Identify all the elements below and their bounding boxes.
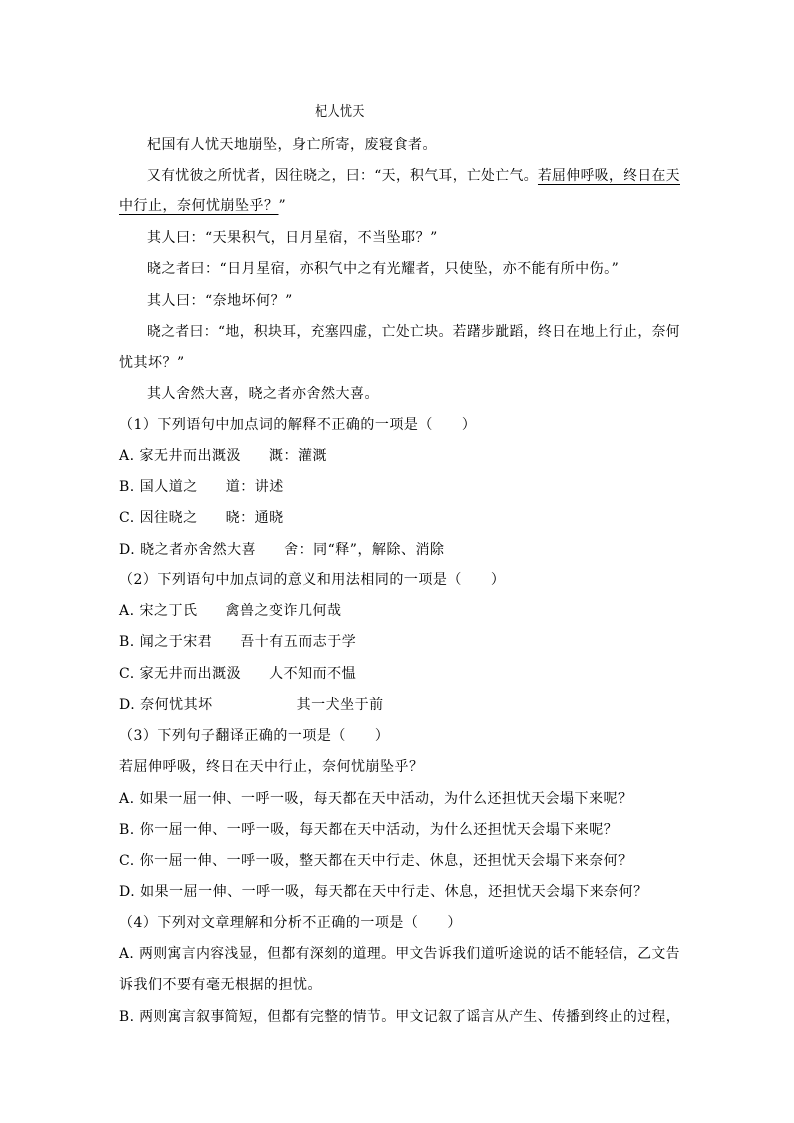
option-gloss: 溉：灌溉 <box>269 448 328 464</box>
q4-option-a-cont: 诉我们不要有毫无根据的担忧。 <box>119 977 322 993</box>
option-gloss: 晓：通晓 <box>225 510 284 526</box>
option-text: 家无井而出溉汲 <box>139 666 242 682</box>
option-label: D. <box>119 542 136 558</box>
q3-option-b <box>119 820 618 840</box>
option-text: 晓之者亦舍然大喜 <box>140 542 257 558</box>
q4-option-a: A. 两则寓言内容浅显，但都有深刻的道理。甲文告诉我们道听途说的话不能轻信，乙文告 <box>119 946 680 962</box>
option-label: B. <box>119 822 135 838</box>
page-title: 杞人忧天 <box>315 104 365 120</box>
passage-text: 又有忧彼之所忧者，因往晓之，曰：“天，积气耳，亡处亡气。 <box>147 168 538 184</box>
option-text: 宋之丁氏 <box>139 603 198 619</box>
question-2-stem: （2）下列语句中加点词的意义和用法相同的一项是（ ） <box>119 572 506 588</box>
q3-option-a <box>119 789 633 809</box>
passage-paragraph-7: 其人舍然大喜，晓之者亦舍然大喜。 <box>147 386 379 402</box>
option-text: 国人道之 <box>139 479 198 495</box>
option-text: 家无井而出溉汲 <box>139 448 242 464</box>
passage-paragraph-5: 其人曰：“奈地坏何？” <box>147 293 293 309</box>
passage-paragraph-6-cont: 忧其坏？” <box>119 355 185 371</box>
question-1-stem: （1）下列语句中加点词的解释不正确的一项是（ ） <box>119 417 477 433</box>
option-label: A. <box>119 448 135 464</box>
q2-option-d <box>119 695 384 715</box>
question-4-stem: （4）下列对文章理解和分析不正确的一项是（ ） <box>119 915 462 931</box>
passage-paragraph-4: 晓之者曰：“日月星宿，亦积气中之有光耀者，只使坠，亦不能有所中伤。” <box>147 261 620 277</box>
option-text: 你一屈一伸、一呼一吸，每天都在天中活动，为什么还担忧天会塌下来呢？ <box>139 822 619 838</box>
option-gloss: 其一犬坐于前 <box>296 697 384 713</box>
option-text: 奈何忧其坏 <box>140 697 213 713</box>
passage-paragraph-1: 杞国有人忧天地崩坠，身亡所寄，废寝食者。 <box>147 137 437 153</box>
option-label: B. <box>119 634 135 650</box>
passage-paragraph-6: 晓之者曰：“地，积块耳，充塞四虚，亡处亡块。若躇步跐蹈，终日在地上行止，奈何 <box>147 324 680 340</box>
q4-option-b: B. 两则寓言叙事简短，但都有完整的情节。甲文记叙了谣言从产生、传播到终止的过程， <box>119 1009 680 1025</box>
option-label: D. <box>119 697 136 713</box>
question-3-stem: （3）下列句子翻译正确的一项是（ ） <box>119 728 390 744</box>
option-gloss: 道：讲述 <box>225 479 284 495</box>
option-text: 你一屈一伸、一呼一吸，整天都在天中行走、休息，还担忧天会塌下来奈何？ <box>139 853 633 869</box>
underlined-sentence: 若屈伸呼吸，终日在天 <box>537 168 680 184</box>
option-label: C. <box>119 853 135 869</box>
passage-paragraph-2-cont <box>119 196 286 216</box>
option-label: C. <box>119 510 135 526</box>
option-text: 因往晓之 <box>139 510 198 526</box>
passage-paragraph-2 <box>147 166 680 186</box>
option-label: C. <box>119 666 135 682</box>
option-text: 如果一屈一伸、一呼一吸，每天都在天中活动，为什么还担忧天会塌下来呢？ <box>139 791 633 807</box>
option-gloss: 人不知而不愠 <box>269 666 357 682</box>
q1-option-b <box>119 477 284 497</box>
passage-text: ” <box>278 198 287 214</box>
underlined-sentence: 中行止，奈何忧崩坠乎？ <box>119 198 279 214</box>
q1-option-d <box>119 540 444 560</box>
option-gloss: 吾十有五而志于学 <box>240 634 357 650</box>
option-label: A. <box>119 603 135 619</box>
option-label: B. <box>119 479 135 495</box>
q2-option-a <box>119 601 342 621</box>
option-label: D. <box>119 884 136 900</box>
q2-option-c <box>119 664 356 684</box>
q3-source-sentence: 若屈伸呼吸，终日在天中行止，奈何忧崩坠乎？ <box>119 759 424 775</box>
q1-option-c <box>119 508 284 528</box>
q3-option-d <box>119 882 648 902</box>
q3-option-c <box>119 851 633 871</box>
option-gloss: 禽兽之变诈几何哉 <box>225 603 342 619</box>
option-text: 如果一屈一伸、一呼一吸，每天都在天中行走、休息，还担忧天会塌下来奈何？ <box>140 884 648 900</box>
option-label: A. <box>119 791 135 807</box>
option-gloss: 舍：同“释”，解除、消除 <box>284 542 445 558</box>
q2-option-b <box>119 632 356 652</box>
q1-option-a <box>119 446 327 466</box>
option-text: 闻之于宋君 <box>139 634 213 650</box>
passage-paragraph-3: 其人曰：“天果积气，日月星宿，不当坠耶？” <box>147 230 438 246</box>
